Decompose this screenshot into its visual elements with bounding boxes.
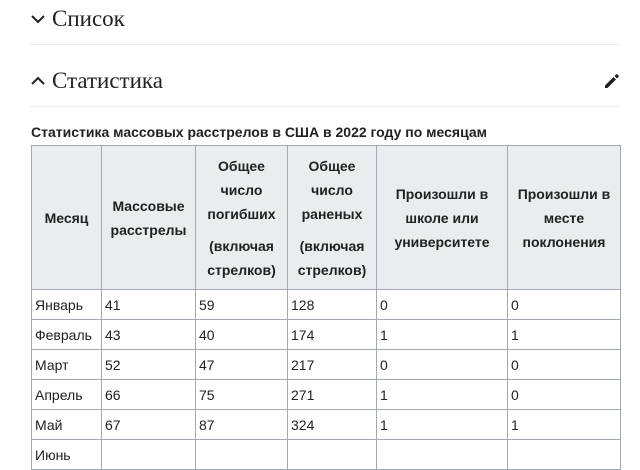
- cell-month: Май: [32, 410, 102, 440]
- cell-month: Январь: [32, 290, 102, 320]
- column-header-killed: Общее число погибших (включая стрелков): [196, 146, 288, 290]
- cell-wounded: 128: [288, 290, 377, 320]
- cell-school: 1: [377, 320, 508, 350]
- cell-mass: [102, 440, 196, 470]
- cell-mass: 67: [102, 410, 196, 440]
- chevron-up-icon: [30, 73, 46, 89]
- column-header-school: Произошли в школе или университете: [377, 146, 508, 290]
- cell-worship: 1: [508, 320, 621, 350]
- table-header-row: [32, 146, 621, 290]
- cell-school: 0: [377, 350, 508, 380]
- cell-worship: 0: [508, 350, 621, 380]
- cell-killed: 87: [196, 410, 288, 440]
- table-row: [32, 290, 621, 320]
- cell-killed: [196, 440, 288, 470]
- cell-school: 1: [377, 410, 508, 440]
- table-row: [32, 350, 621, 380]
- cell-mass: 43: [102, 320, 196, 350]
- cell-school: 0: [377, 290, 508, 320]
- cell-month: Апрель: [32, 380, 102, 410]
- cell-month: Март: [32, 350, 102, 380]
- section-divider: [30, 106, 620, 107]
- cell-mass: 66: [102, 380, 196, 410]
- cell-worship: [508, 440, 621, 470]
- section-header-statistics[interactable]: [30, 66, 620, 96]
- cell-wounded: 217: [288, 350, 377, 380]
- cell-school: 1: [377, 380, 508, 410]
- cell-worship: 1: [508, 410, 621, 440]
- section-divider: [30, 44, 620, 45]
- cell-wounded: 271: [288, 380, 377, 410]
- table-caption: Статистика массовых расстрелов в США в 2022 году по месяцам: [31, 124, 488, 140]
- cell-mass: 41: [102, 290, 196, 320]
- column-header-month: Месяц: [32, 146, 102, 290]
- cell-worship: 0: [508, 380, 621, 410]
- cell-school: [377, 440, 508, 470]
- table-row: [32, 380, 621, 410]
- cell-month: Февраль: [32, 320, 102, 350]
- column-header-mass-shootings: Массовые расстрелы: [102, 146, 196, 290]
- chevron-down-icon: [30, 11, 46, 27]
- cell-killed: 59: [196, 290, 288, 320]
- cell-killed: 75: [196, 380, 288, 410]
- cell-mass: 52: [102, 350, 196, 380]
- table-row: [32, 440, 621, 470]
- section-header-list[interactable]: [30, 4, 620, 34]
- column-header-wounded: Общее число раненых (включая стрелков): [288, 146, 377, 290]
- pencil-icon[interactable]: [602, 71, 622, 91]
- cell-killed: 40: [196, 320, 288, 350]
- cell-worship: 0: [508, 290, 621, 320]
- table-row: [32, 320, 621, 350]
- cell-month: Июнь: [32, 440, 102, 470]
- cell-wounded: [288, 440, 377, 470]
- statistics-table: [31, 145, 621, 470]
- section-title: Статистика: [52, 68, 163, 93]
- table-row: [32, 410, 621, 440]
- section-title: Список: [52, 6, 125, 31]
- cell-killed: 47: [196, 350, 288, 380]
- column-header-worship: Произошли в месте поклонения: [508, 146, 621, 290]
- cell-wounded: 324: [288, 410, 377, 440]
- cell-wounded: 174: [288, 320, 377, 350]
